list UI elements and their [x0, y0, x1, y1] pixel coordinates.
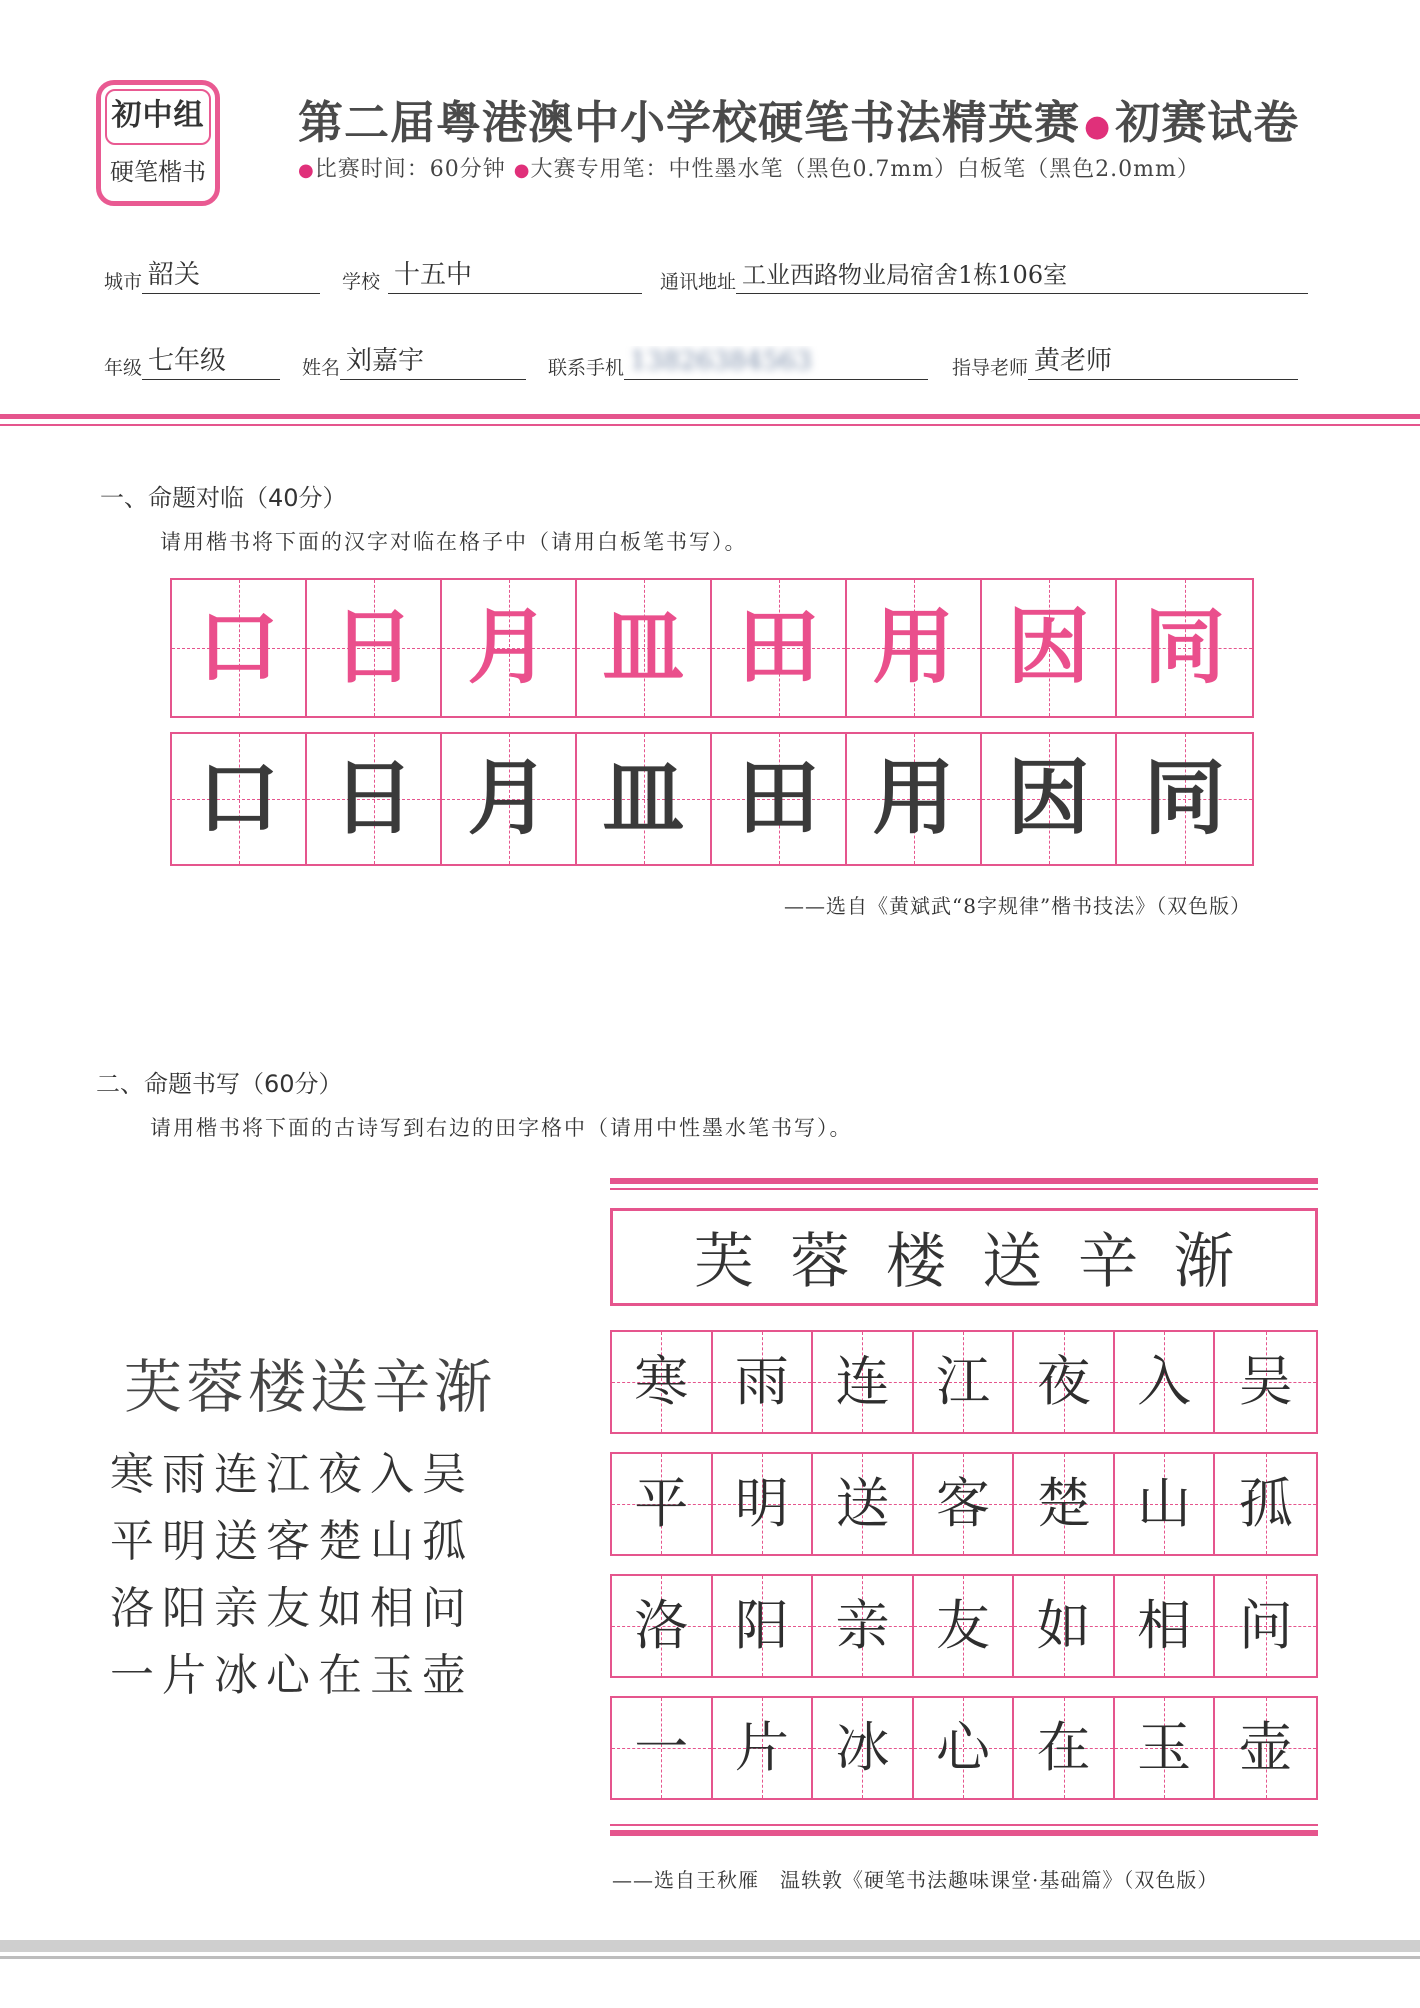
written-char-cell-char: 用	[872, 751, 955, 846]
poem-grid-cell	[713, 1454, 814, 1554]
poem-grid-cell	[612, 1332, 713, 1432]
bullet-icon: ●	[298, 160, 315, 181]
poem-grid-char: 江	[936, 1350, 991, 1413]
model-char-cell	[307, 580, 442, 716]
poem-grid-char: 壶	[1238, 1716, 1293, 1779]
poem-grid-char: 阳	[734, 1594, 789, 1657]
poem-grid-char: 入	[1137, 1350, 1192, 1413]
poem-grid-cell	[1215, 1454, 1316, 1554]
written-char-cell-char: 因	[1007, 751, 1090, 846]
model-char-cell	[982, 580, 1117, 716]
written-char-cell-char: 日	[332, 751, 415, 846]
poem-line: 一片冰心在玉壶	[110, 1650, 474, 1701]
school-field	[342, 260, 642, 294]
name-value: 刘嘉宇	[340, 346, 526, 380]
poem-grid-cell	[914, 1332, 1015, 1432]
model-char-cell-char: 用	[872, 600, 955, 695]
poem-grid-cell	[1014, 1454, 1115, 1554]
group-badge	[96, 80, 220, 206]
page-subtitle	[298, 152, 1200, 183]
header-divider	[0, 414, 1420, 426]
section2-instruction: 请用楷书将下面的古诗写到右边的田字格中（请用中性墨水笔书写）。	[150, 1116, 853, 1140]
scan-edge	[0, 1940, 1420, 1952]
section1-instruction: 请用楷书将下面的汉字对临在格子中（请用白板笔书写）。	[160, 530, 748, 554]
poem-grid-cell	[612, 1454, 713, 1554]
written-char-cell	[1117, 734, 1252, 864]
subtitle-pen: 大赛专用笔：中性墨水笔（黑色0.7mm）白板笔（黑色2.0mm）	[530, 157, 1200, 182]
bullet-icon: ●	[513, 160, 531, 181]
poem-grid-char: 一	[634, 1716, 689, 1779]
model-char-cell	[847, 580, 982, 716]
grade-field	[104, 346, 280, 380]
model-char-cell-char: 日	[332, 600, 415, 695]
poem-grid-cell	[1115, 1576, 1216, 1676]
poem-grid-cell	[713, 1576, 814, 1676]
poem-grid-char: 片	[734, 1716, 789, 1779]
poem-grid-cell	[914, 1454, 1015, 1554]
written-char-cell-char: 同	[1143, 751, 1226, 846]
written-poem-title: 芙蓉楼送辛渐	[610, 1208, 1318, 1306]
poem-grid-char: 连	[835, 1350, 890, 1413]
poem-line: 寒雨连江夜入吴	[110, 1449, 474, 1500]
poem-grid-cell	[1215, 1698, 1316, 1798]
poem-grid-char: 相	[1137, 1594, 1192, 1657]
poem-grid-cell	[1115, 1698, 1216, 1798]
poem-grid-cell	[612, 1576, 713, 1676]
poem-grid-cell	[1014, 1698, 1115, 1798]
poem-grid-char: 心	[936, 1716, 991, 1779]
title-dot: ●	[1084, 108, 1112, 144]
poem-grid-cell	[813, 1576, 914, 1676]
poem-line: 洛阳亲友如相问	[110, 1583, 474, 1634]
written-char-cell	[307, 734, 442, 864]
written-char-cell-char: 月	[467, 751, 550, 846]
model-char-cell	[712, 580, 847, 716]
written-char-cell-char: 皿	[602, 751, 685, 846]
poem-grid-char: 友	[936, 1594, 991, 1657]
poem-frame-bottom-rule	[610, 1824, 1318, 1836]
model-char-cell-char: 田	[737, 600, 820, 695]
poem-grid-row	[610, 1330, 1318, 1434]
poem-grid-cell	[1014, 1332, 1115, 1432]
title-main: 第二届粤港澳中小学校硬笔书法精英赛	[298, 96, 1081, 149]
poem-grid-char: 在	[1036, 1716, 1091, 1779]
poem-grid-cell	[914, 1698, 1015, 1798]
poem-grid-cell	[713, 1698, 814, 1798]
written-char-cell	[712, 734, 847, 864]
written-char-row	[170, 732, 1254, 866]
model-char-cell	[442, 580, 577, 716]
model-char-cell-char: 因	[1007, 600, 1090, 695]
poem-grid-char: 寒	[634, 1350, 689, 1413]
model-char-cell-char: 月	[467, 600, 550, 695]
poem-grid-char: 雨	[734, 1350, 789, 1413]
poem-grid-char: 明	[734, 1472, 789, 1535]
poem-grid-char: 亲	[835, 1594, 890, 1657]
teacher-value: 黄老师	[1028, 346, 1298, 380]
section1-title: 一、命题对临（40分）	[100, 484, 347, 512]
model-char-cell-char: 皿	[602, 600, 685, 695]
poem-grid-cell	[813, 1332, 914, 1432]
poem-frame-top-rule	[610, 1178, 1318, 1190]
poem-grid-char: 问	[1238, 1594, 1293, 1657]
written-char-cell	[577, 734, 712, 864]
section2-source: ——选自王秋雁 温轶敦《硬笔书法趣味课堂·基础篇》（双色版）	[612, 1868, 1219, 1892]
written-char-cell	[172, 734, 307, 864]
model-char-cell	[577, 580, 712, 716]
poem-grid-char: 平	[634, 1472, 689, 1535]
written-char-cell-char: 口	[197, 751, 280, 846]
city-value: 韶关	[142, 260, 320, 294]
badge-style-label: 硬笔楷书	[110, 158, 206, 186]
poem-grid-cell	[1215, 1332, 1316, 1432]
poem-grid-row	[610, 1452, 1318, 1556]
teacher-field	[952, 346, 1298, 380]
subtitle-time: 比赛时间：60分钟	[314, 157, 506, 182]
model-char-cell	[1117, 580, 1252, 716]
phone-label: 联系手机	[548, 357, 625, 379]
poem-grid-char: 山	[1137, 1472, 1192, 1535]
poem-grid-cell	[1115, 1332, 1216, 1432]
city-field	[104, 260, 320, 294]
written-char-cell-char: 田	[737, 751, 820, 846]
name-label: 姓名	[302, 357, 341, 379]
poem-title: 芙蓉楼送辛渐	[124, 1353, 497, 1421]
school-label: 学校	[342, 271, 381, 293]
poem-grid-cell	[713, 1332, 814, 1432]
written-char-cell	[847, 734, 982, 864]
poem-grid-char: 送	[835, 1472, 890, 1535]
page-title	[298, 86, 1299, 151]
poem-grid-char: 如	[1036, 1594, 1091, 1657]
grade-value: 七年级	[142, 346, 280, 380]
poem-grid-cell	[612, 1698, 713, 1798]
city-label: 城市	[104, 271, 143, 293]
poem-grid-char: 夜	[1036, 1350, 1091, 1413]
title-sub: 初赛试卷	[1115, 96, 1300, 149]
name-field	[302, 346, 526, 380]
written-char-cell	[442, 734, 577, 864]
section2-title: 二、命题书写（60分）	[96, 1070, 343, 1098]
section1-source: ——选自《黄斌武“8字规律”楷书技法》（双色版）	[784, 894, 1252, 918]
poem-grid-char: 客	[936, 1472, 991, 1535]
teacher-label: 指导老师	[952, 357, 1029, 379]
scan-edge-line	[0, 1956, 1420, 1959]
grade-label: 年级	[104, 357, 143, 379]
poem-grid-cell	[914, 1576, 1015, 1676]
poem-grid-cell	[1014, 1576, 1115, 1676]
poem-grid-row	[610, 1696, 1318, 1800]
poem-grid-char: 孤	[1238, 1472, 1293, 1535]
address-label: 通讯地址	[660, 271, 737, 293]
poem-grid-row	[610, 1574, 1318, 1678]
poem-line: 平明送客楚山孤	[110, 1516, 474, 1567]
poem-grid-cell	[1115, 1454, 1216, 1554]
poem-grid-cell	[813, 1454, 914, 1554]
poem-grid-char: 玉	[1137, 1716, 1192, 1779]
model-char-cell	[172, 580, 307, 716]
address-field	[660, 260, 1308, 294]
phone-field	[548, 346, 928, 380]
address-value: 工业西路物业局宿舍1栋106室	[736, 260, 1308, 294]
poem-grid-cell	[1215, 1576, 1316, 1676]
poem-grid-char: 吴	[1238, 1350, 1293, 1413]
badge-group-label: 初中组	[105, 89, 211, 145]
poem-grid-char: 洛	[634, 1594, 689, 1657]
poem-grid-char: 楚	[1036, 1472, 1091, 1535]
model-char-cell-char: 同	[1143, 600, 1226, 695]
phone-value: 13826384563	[630, 346, 812, 376]
poem-grid-cell	[813, 1698, 914, 1798]
model-char-row	[170, 578, 1254, 718]
school-value: 十五中	[388, 260, 642, 294]
written-char-cell	[982, 734, 1117, 864]
poem-grid-char: 冰	[835, 1716, 890, 1779]
model-char-cell-char: 口	[197, 600, 280, 695]
